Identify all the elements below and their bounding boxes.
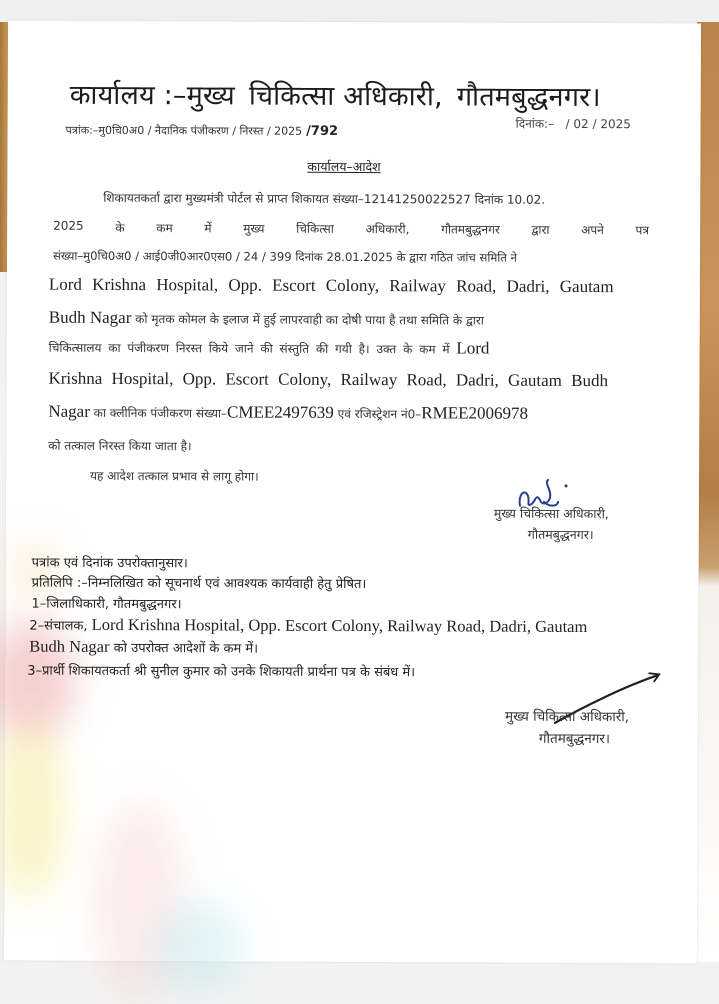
word: पत्र bbox=[635, 223, 650, 238]
clinic-registration-number: CMEE2497639 bbox=[227, 402, 334, 422]
office-title-part-1: कार्यालय :–मुख्य bbox=[69, 79, 235, 112]
body-line-1: शिकायतकर्ता द्वारा मुख्यमंत्री पोर्टल से प्राप्त शिकायत संख्या–12141250022527 दिनांक 10.02. bbox=[103, 190, 546, 207]
body-line-3: संख्या–मु0चि0अ0 / आई0जी0आर0एस0 / 24 / 399 दिनांक 28.01.2025 के द्वारा गठित जांच समिति ने bbox=[52, 248, 518, 265]
color-stain bbox=[94, 801, 185, 1001]
body-line-6 bbox=[49, 337, 490, 359]
signature-1-place: गौतमबुद्धनगर। bbox=[527, 526, 594, 543]
word: कम bbox=[156, 221, 173, 236]
color-stain bbox=[0, 720, 65, 900]
word: के bbox=[115, 220, 125, 236]
body-line-8 bbox=[48, 402, 528, 424]
word: चिकित्सा bbox=[296, 221, 334, 236]
body-line-7: Krishna Hospital, Opp. Escort Colony, Railway Road, Dadri, Gautam Budh bbox=[48, 368, 609, 391]
word: द्वारा bbox=[531, 222, 550, 237]
date-value: / 02 / 2025 bbox=[565, 116, 631, 132]
color-stain bbox=[154, 901, 244, 991]
word: अपने bbox=[581, 222, 604, 238]
reference-text: पत्रांक:–मु0चि0अ0 / नैदानिक पंजीकरण / निरस्त / 2025 bbox=[65, 123, 303, 138]
signature-1-designation: मुख्य चिकित्सा अधिकारी, bbox=[493, 505, 609, 522]
date-label: दिनांक:– bbox=[515, 116, 555, 131]
word: Nagar bbox=[48, 401, 90, 421]
line-text: एवं रजिस्ट्रेशन नं0– bbox=[333, 406, 422, 422]
body-line-5 bbox=[49, 308, 484, 330]
date-line bbox=[516, 115, 631, 133]
handwritten-number: /792 bbox=[306, 123, 339, 139]
registration-number: RMEE2006978 bbox=[421, 403, 529, 423]
hospital-location: Budh Nagar bbox=[48, 307, 132, 328]
word: 2025 bbox=[53, 218, 84, 233]
body-line-4: Lord Krishna Hospital, Opp. Escort Colony, Railway Road, Dadri, Gautam bbox=[48, 274, 614, 297]
body-line-2 bbox=[53, 219, 649, 239]
word: मुख्य bbox=[243, 221, 265, 236]
copy-item-3: 3–प्रार्थी शिकायतकर्ता श्री सुनील कुमार को उनके शिकायती प्रार्थना पत्र के संबंध में। bbox=[27, 663, 416, 681]
copy-item-2 bbox=[29, 615, 587, 637]
hospital-name-start: Lord bbox=[456, 338, 490, 358]
line-text: को मृतक कोमल के इलाज में हुई लापरवाही का दोषी पाया है तथा समिति के द्वारा bbox=[131, 312, 484, 328]
line-text: चिकित्सालय का पंजीकरण निरस्त किये जाने की संस्तुति की गयी है। उक्त के कम में bbox=[48, 340, 457, 357]
signature-2-designation: मुख्य चिकित्सा अधिकारी, bbox=[504, 708, 630, 726]
office-title-part-3: गौतमबुद्धनगर। bbox=[456, 81, 601, 114]
office-title bbox=[70, 75, 601, 114]
copy-item-2-address: Lord Krishna Hospital, Opp. Escort Colony, Railway Road, Dadri, Gautam bbox=[91, 614, 588, 637]
order-heading: कार्यालय–आदेश bbox=[307, 158, 381, 175]
letter-paper bbox=[4, 20, 701, 963]
copy-to-line: प्रतिलिपि :–निम्नलिखित को सूचनार्थ एवं आवश्यक कार्यवाही हेतु प्रेषित। bbox=[31, 575, 367, 593]
line-text: का क्लीनिक पंजीकरण संख्या– bbox=[89, 405, 228, 421]
word: गौतमबुद्धनगर bbox=[441, 222, 500, 237]
copy-ref-line: पत्रांक एवं दिनांक उपरोक्तानुसार। bbox=[31, 555, 188, 572]
body-line-10: यह आदेश तत्काल प्रभाव से लागू होगा। bbox=[90, 468, 259, 484]
copy-item-2-location: Budh Nagar bbox=[29, 636, 110, 656]
copy-item-1: 1–जिलाधिकारी, गौतमबुद्धनगर। bbox=[31, 596, 182, 613]
copy-item-2-cont bbox=[29, 637, 258, 658]
reference-number bbox=[66, 123, 339, 139]
body-line-9: को तत्काल निरस्त किया जाता है। bbox=[48, 438, 192, 454]
top-band bbox=[0, 0, 719, 22]
word: में bbox=[204, 221, 212, 236]
copy-item-2-label: 2–संचालक, bbox=[29, 618, 92, 634]
word: अधिकारी, bbox=[365, 222, 410, 237]
signature-2-place: गौतमबुद्धनगर। bbox=[538, 730, 611, 748]
office-title-part-2: चिकित्सा अधिकारी, bbox=[248, 80, 443, 113]
copy-item-2-text: को उपरोक्त आदेशों के कम में। bbox=[109, 640, 259, 657]
